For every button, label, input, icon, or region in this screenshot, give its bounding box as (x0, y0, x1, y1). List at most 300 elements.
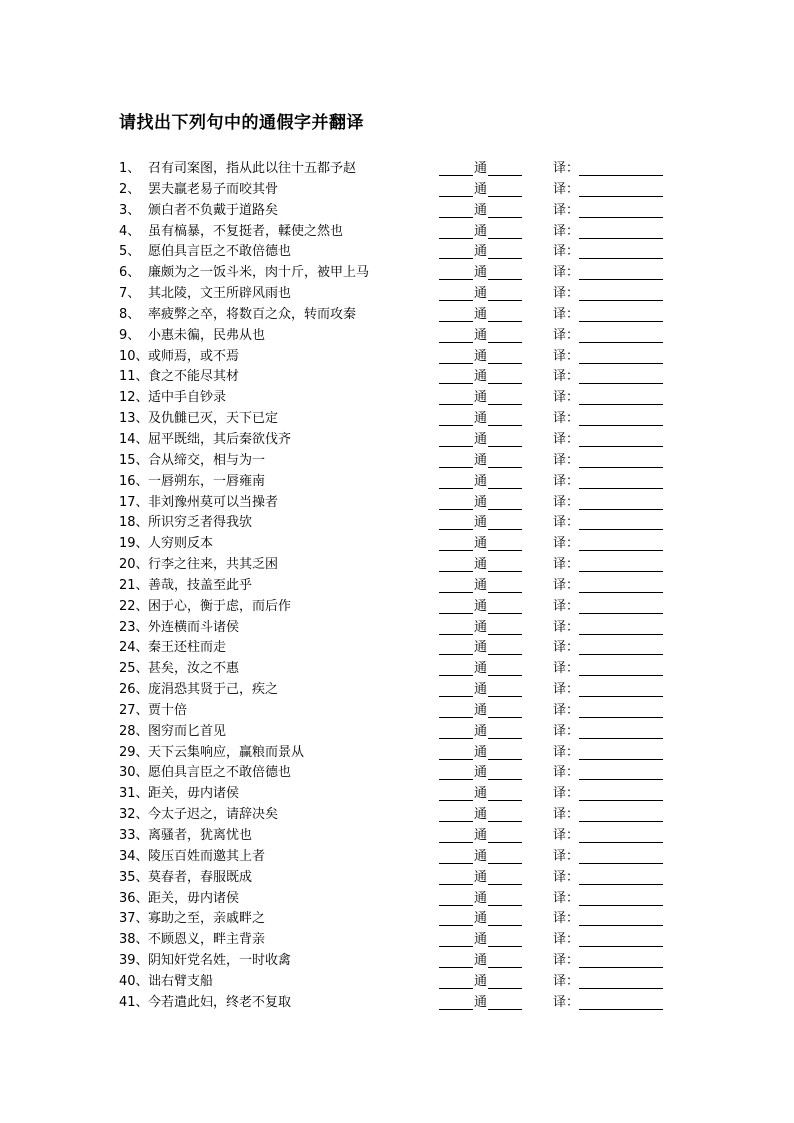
original-char-blank[interactable] (439, 743, 473, 760)
tong-label: 通 (474, 181, 488, 197)
original-char-blank[interactable] (439, 972, 473, 989)
translation-blank[interactable] (579, 930, 663, 947)
yi-label: 译： (553, 390, 580, 406)
translation-blank[interactable] (579, 847, 663, 864)
correct-char-blank[interactable] (488, 889, 522, 906)
original-char-blank[interactable] (439, 472, 473, 489)
translation-blank[interactable] (579, 180, 663, 197)
translation-blank[interactable] (579, 638, 663, 655)
translation-field (553, 868, 663, 889)
original-char-blank[interactable] (439, 534, 473, 551)
yi-label: 译： (553, 932, 580, 948)
correct-char-blank[interactable] (488, 576, 522, 593)
translation-blank[interactable] (579, 597, 663, 614)
original-char-blank[interactable] (439, 784, 473, 801)
question-number: 12、 (119, 390, 149, 406)
question-sentence: 颁白者不负戴于道路矣 (148, 202, 279, 218)
translation-blank[interactable] (579, 868, 663, 885)
tongjia-field (439, 347, 522, 368)
question-number: 21、 (119, 577, 149, 593)
original-char-blank[interactable] (439, 242, 473, 259)
correct-char-blank[interactable] (488, 472, 522, 489)
original-char-blank[interactable] (439, 284, 473, 301)
question-row (0, 326, 794, 347)
question-sentence: 甚矣，汝之不惠 (148, 661, 240, 677)
question-number: 22、 (119, 598, 149, 614)
translation-field (553, 284, 663, 305)
translation-blank[interactable] (579, 993, 663, 1010)
yi-label: 译： (553, 682, 580, 698)
tong-label: 通 (474, 682, 488, 698)
translation-field (553, 638, 663, 659)
translation-blank[interactable] (579, 951, 663, 968)
question-row (0, 847, 794, 868)
correct-char-blank[interactable] (488, 680, 522, 697)
question-row (0, 513, 794, 534)
original-char-blank[interactable] (439, 618, 473, 635)
question-sentence: 所识穷乏者得我欤 (148, 515, 253, 531)
translation-blank[interactable] (579, 430, 663, 447)
yi-label: 译： (553, 452, 580, 468)
original-char-blank[interactable] (439, 159, 473, 176)
correct-char-blank[interactable] (488, 930, 522, 947)
original-char-blank[interactable] (439, 576, 473, 593)
translation-blank[interactable] (579, 242, 663, 259)
translation-field (553, 180, 663, 201)
question-number: 40、 (119, 973, 149, 989)
question-sentence: 人穷则反本 (148, 536, 214, 552)
question-number: 24、 (119, 640, 149, 656)
original-char-blank[interactable] (439, 868, 473, 885)
tongjia-field (439, 451, 522, 472)
correct-char-blank[interactable] (488, 763, 522, 780)
translation-field (553, 222, 663, 243)
yi-label: 译： (553, 723, 580, 739)
tongjia-field (439, 305, 522, 326)
yi-label: 译： (553, 765, 580, 781)
translation-blank[interactable] (579, 284, 663, 301)
correct-char-blank[interactable] (488, 534, 522, 551)
correct-char-blank[interactable] (488, 513, 522, 530)
yi-label: 译： (553, 431, 580, 447)
yi-label: 译： (553, 848, 580, 864)
translation-field (553, 784, 663, 805)
translation-field (553, 263, 663, 284)
original-char-blank[interactable] (439, 889, 473, 906)
original-char-blank[interactable] (439, 222, 473, 239)
original-char-blank[interactable] (439, 763, 473, 780)
translation-blank[interactable] (579, 763, 663, 780)
correct-char-blank[interactable] (488, 909, 522, 926)
question-number: 36、 (119, 890, 149, 906)
question-sentence: 图穷而匕首见 (148, 723, 227, 739)
correct-char-blank[interactable] (488, 305, 522, 322)
correct-char-blank[interactable] (488, 701, 522, 718)
question-number: 18、 (119, 515, 149, 531)
translation-field (553, 826, 663, 847)
yi-label: 译： (553, 306, 580, 322)
original-char-blank[interactable] (439, 493, 473, 510)
translation-field (553, 659, 663, 680)
question-sentence: 寡助之至，亲戚畔之 (148, 911, 266, 927)
question-row (0, 493, 794, 514)
question-number: 5、 (119, 244, 141, 260)
tongjia-field (439, 743, 522, 764)
question-number: 39、 (119, 953, 149, 969)
yi-label: 译： (553, 786, 580, 802)
original-char-blank[interactable] (439, 722, 473, 739)
translation-blank[interactable] (579, 409, 663, 426)
tong-label: 通 (474, 306, 488, 322)
translation-blank[interactable] (579, 618, 663, 635)
tong-label: 通 (474, 765, 488, 781)
tongjia-field (439, 409, 522, 430)
question-row (0, 201, 794, 222)
correct-char-blank[interactable] (488, 367, 522, 384)
tong-label: 通 (474, 369, 488, 385)
translation-field (553, 930, 663, 951)
tong-label: 通 (474, 452, 488, 468)
correct-char-blank[interactable] (488, 159, 522, 176)
yi-label: 译： (553, 661, 580, 677)
yi-label: 译： (553, 807, 580, 823)
question-sentence: 善哉，技盖至此乎 (148, 577, 253, 593)
correct-char-blank[interactable] (488, 722, 522, 739)
yi-label: 译： (553, 286, 580, 302)
translation-blank[interactable] (579, 826, 663, 843)
original-char-blank[interactable] (439, 951, 473, 968)
translation-blank[interactable] (579, 472, 663, 489)
translation-field (553, 889, 663, 910)
question-sentence: 陵压百姓而邀其上者 (148, 848, 266, 864)
question-row (0, 659, 794, 680)
yi-label: 译： (553, 327, 580, 343)
original-char-blank[interactable] (439, 680, 473, 697)
yi-label: 译： (553, 223, 580, 239)
tongjia-field (439, 659, 522, 680)
question-sentence: 虽有槁暴，不复挺者，輮使之然也 (148, 223, 344, 239)
translation-blank[interactable] (579, 222, 663, 239)
translation-field (553, 388, 663, 409)
question-row (0, 555, 794, 576)
question-number: 41、 (119, 994, 149, 1010)
question-number: 11、 (119, 369, 149, 385)
translation-field (553, 201, 663, 222)
question-row (0, 367, 794, 388)
original-char-blank[interactable] (439, 180, 473, 197)
question-sentence: 天下云集响应，赢粮而景从 (148, 744, 305, 760)
tong-label: 通 (474, 807, 488, 823)
translation-field (553, 805, 663, 826)
original-char-blank[interactable] (439, 451, 473, 468)
tongjia-field (439, 784, 522, 805)
translation-blank[interactable] (579, 659, 663, 676)
tong-label: 通 (474, 348, 488, 364)
translation-blank[interactable] (579, 743, 663, 760)
translation-field (553, 326, 663, 347)
question-number: 3、 (119, 202, 141, 218)
translation-blank[interactable] (579, 555, 663, 572)
tongjia-field (439, 930, 522, 951)
translation-blank[interactable] (579, 784, 663, 801)
tong-label: 通 (474, 786, 488, 802)
original-char-blank[interactable] (439, 367, 473, 384)
yi-label: 译： (553, 244, 580, 260)
question-sentence: 今太子迟之，请辞决矣 (148, 807, 279, 823)
correct-char-blank[interactable] (488, 326, 522, 343)
tong-label: 通 (474, 390, 488, 406)
original-char-blank[interactable] (439, 409, 473, 426)
yi-label: 译： (553, 702, 580, 718)
tong-label: 通 (474, 640, 488, 656)
tong-label: 通 (474, 932, 488, 948)
tong-label: 通 (474, 828, 488, 843)
correct-char-blank[interactable] (488, 597, 522, 614)
tong-label: 通 (474, 890, 488, 906)
tongjia-field (439, 909, 522, 930)
correct-char-blank[interactable] (488, 951, 522, 968)
correct-char-blank[interactable] (488, 847, 522, 864)
correct-char-blank[interactable] (488, 555, 522, 572)
question-row (0, 242, 794, 263)
correct-char-blank[interactable] (488, 743, 522, 760)
yi-label: 译： (553, 744, 580, 760)
translation-blank[interactable] (579, 347, 663, 364)
original-char-blank[interactable] (439, 513, 473, 530)
translation-blank[interactable] (579, 909, 663, 926)
translation-blank[interactable] (579, 722, 663, 739)
question-row (0, 951, 794, 972)
tong-label: 通 (474, 744, 488, 760)
tong-label: 通 (474, 202, 488, 218)
translation-blank[interactable] (579, 534, 663, 551)
question-sentence: 庞涓恐其贤于己，疾之 (148, 682, 279, 698)
yi-label: 译： (553, 973, 580, 989)
translation-blank[interactable] (579, 972, 663, 989)
original-char-blank[interactable] (439, 263, 473, 280)
tongjia-field (439, 263, 522, 284)
translation-field (553, 159, 663, 180)
correct-char-blank[interactable] (488, 222, 522, 239)
original-char-blank[interactable] (439, 826, 473, 843)
question-sentence: 及仇雠已灭，天下已定 (148, 411, 279, 427)
translation-field (553, 722, 663, 743)
yi-label: 译： (553, 265, 580, 281)
correct-char-blank[interactable] (488, 284, 522, 301)
correct-char-blank[interactable] (488, 659, 522, 676)
question-row (0, 743, 794, 764)
correct-char-blank[interactable] (488, 993, 522, 1010)
question-number: 20、 (119, 557, 149, 573)
translation-blank[interactable] (579, 493, 663, 510)
original-char-blank[interactable] (439, 430, 473, 447)
tong-label: 通 (474, 557, 488, 573)
question-sentence: 秦王还柱而走 (148, 640, 227, 656)
translation-blank[interactable] (579, 201, 663, 218)
translation-blank[interactable] (579, 889, 663, 906)
original-char-blank[interactable] (439, 909, 473, 926)
question-number: 6、 (119, 265, 141, 281)
tongjia-field (439, 493, 522, 514)
original-char-blank[interactable] (439, 701, 473, 718)
original-char-blank[interactable] (439, 659, 473, 676)
yi-label: 译： (553, 911, 580, 927)
question-row (0, 576, 794, 597)
original-char-blank[interactable] (439, 930, 473, 947)
question-sentence: 距关，毋内诸侯 (148, 890, 240, 906)
translation-blank[interactable] (579, 388, 663, 405)
correct-char-blank[interactable] (488, 805, 522, 822)
question-row (0, 347, 794, 368)
original-char-blank[interactable] (439, 388, 473, 405)
correct-char-blank[interactable] (488, 972, 522, 989)
correct-char-blank[interactable] (488, 638, 522, 655)
question-sentence: 离骚者，犹离忧也 (148, 828, 253, 843)
question-number: 33、 (119, 828, 149, 843)
yi-label: 译： (553, 161, 580, 176)
tongjia-field (439, 826, 522, 847)
original-char-blank[interactable] (439, 326, 473, 343)
question-number: 19、 (119, 536, 149, 552)
question-row (0, 472, 794, 493)
original-char-blank[interactable] (439, 993, 473, 1010)
tongjia-field (439, 847, 522, 868)
correct-char-blank[interactable] (488, 493, 522, 510)
question-sentence: 距关，毋内诸侯 (148, 786, 240, 802)
tongjia-field (439, 180, 522, 201)
translation-blank[interactable] (579, 701, 663, 718)
question-number: 27、 (119, 702, 149, 718)
tongjia-field (439, 555, 522, 576)
translation-blank[interactable] (579, 680, 663, 697)
correct-char-blank[interactable] (488, 388, 522, 405)
question-sentence: 外连横而斗诸侯 (148, 619, 240, 635)
tongjia-field (439, 388, 522, 409)
correct-char-blank[interactable] (488, 451, 522, 468)
tong-label: 通 (474, 661, 488, 677)
question-row (0, 638, 794, 659)
translation-blank[interactable] (579, 305, 663, 322)
question-row (0, 972, 794, 993)
original-char-blank[interactable] (439, 805, 473, 822)
question-sentence: 今若遣此妇，终老不复取 (148, 994, 292, 1010)
question-number: 17、 (119, 494, 149, 510)
tongjia-field (439, 638, 522, 659)
correct-char-blank[interactable] (488, 263, 522, 280)
tong-label: 通 (474, 244, 488, 260)
original-char-blank[interactable] (439, 347, 473, 364)
correct-char-blank[interactable] (488, 409, 522, 426)
question-number: 37、 (119, 911, 149, 927)
tongjia-field (439, 201, 522, 222)
question-number: 32、 (119, 807, 149, 823)
question-sentence: 一唇朔东，一唇雍南 (148, 473, 266, 489)
question-row (0, 618, 794, 639)
tongjia-field (439, 951, 522, 972)
question-sentence: 愿伯具言臣之不敢倍德也 (148, 244, 292, 260)
translation-blank[interactable] (579, 263, 663, 280)
original-char-blank[interactable] (439, 201, 473, 218)
correct-char-blank[interactable] (488, 784, 522, 801)
question-number: 10、 (119, 348, 149, 364)
question-number: 2、 (119, 181, 141, 197)
translation-field (553, 743, 663, 764)
tongjia-field (439, 159, 522, 180)
correct-char-blank[interactable] (488, 347, 522, 364)
question-number: 29、 (119, 744, 149, 760)
original-char-blank[interactable] (439, 555, 473, 572)
question-row (0, 909, 794, 930)
question-number: 15、 (119, 452, 149, 468)
tongjia-field (439, 763, 522, 784)
original-char-blank[interactable] (439, 847, 473, 864)
tongjia-field (439, 680, 522, 701)
question-sentence: 莫春者，春服既成 (148, 869, 253, 885)
question-sentence: 困于心，衡于虑，而后作 (148, 598, 292, 614)
translation-field (553, 909, 663, 930)
translation-blank[interactable] (579, 326, 663, 343)
question-sentence: 愿伯具言臣之不敢倍德也 (148, 765, 292, 781)
question-sentence: 食之不能尽其材 (148, 369, 240, 385)
tong-label: 通 (474, 598, 488, 614)
correct-char-blank[interactable] (488, 430, 522, 447)
yi-label: 译： (553, 473, 580, 489)
question-row (0, 305, 794, 326)
translation-field (553, 555, 663, 576)
translation-blank[interactable] (579, 159, 663, 176)
correct-char-blank[interactable] (488, 868, 522, 885)
question-row (0, 159, 794, 180)
tongjia-field (439, 868, 522, 889)
correct-char-blank[interactable] (488, 201, 522, 218)
tongjia-field (439, 326, 522, 347)
original-char-blank[interactable] (439, 597, 473, 614)
question-sentence: 阴知奸党名姓，一时收禽 (148, 953, 292, 969)
correct-char-blank[interactable] (488, 180, 522, 197)
translation-blank[interactable] (579, 513, 663, 530)
translation-blank[interactable] (579, 576, 663, 593)
tongjia-field (439, 534, 522, 555)
tong-label: 通 (474, 848, 488, 864)
correct-char-blank[interactable] (488, 618, 522, 635)
translation-blank[interactable] (579, 367, 663, 384)
correct-char-blank[interactable] (488, 826, 522, 843)
tongjia-field (439, 284, 522, 305)
tong-label: 通 (474, 953, 488, 969)
tong-label: 通 (474, 994, 488, 1010)
question-number: 1、 (119, 161, 141, 176)
yi-label: 译： (553, 348, 580, 364)
original-char-blank[interactable] (439, 305, 473, 322)
translation-field (553, 493, 663, 514)
correct-char-blank[interactable] (488, 242, 522, 259)
question-number: 13、 (119, 411, 149, 427)
question-number: 28、 (119, 723, 149, 739)
translation-field (553, 576, 663, 597)
tongjia-field (439, 242, 522, 263)
translation-field (553, 472, 663, 493)
tongjia-field (439, 576, 522, 597)
question-row (0, 763, 794, 784)
translation-field (553, 305, 663, 326)
original-char-blank[interactable] (439, 638, 473, 655)
translation-blank[interactable] (579, 451, 663, 468)
translation-blank[interactable] (579, 805, 663, 822)
tongjia-field (439, 889, 522, 910)
question-row (0, 701, 794, 722)
question-number: 30、 (119, 765, 149, 781)
question-sentence: 非刘豫州莫可以当操者 (148, 494, 279, 510)
